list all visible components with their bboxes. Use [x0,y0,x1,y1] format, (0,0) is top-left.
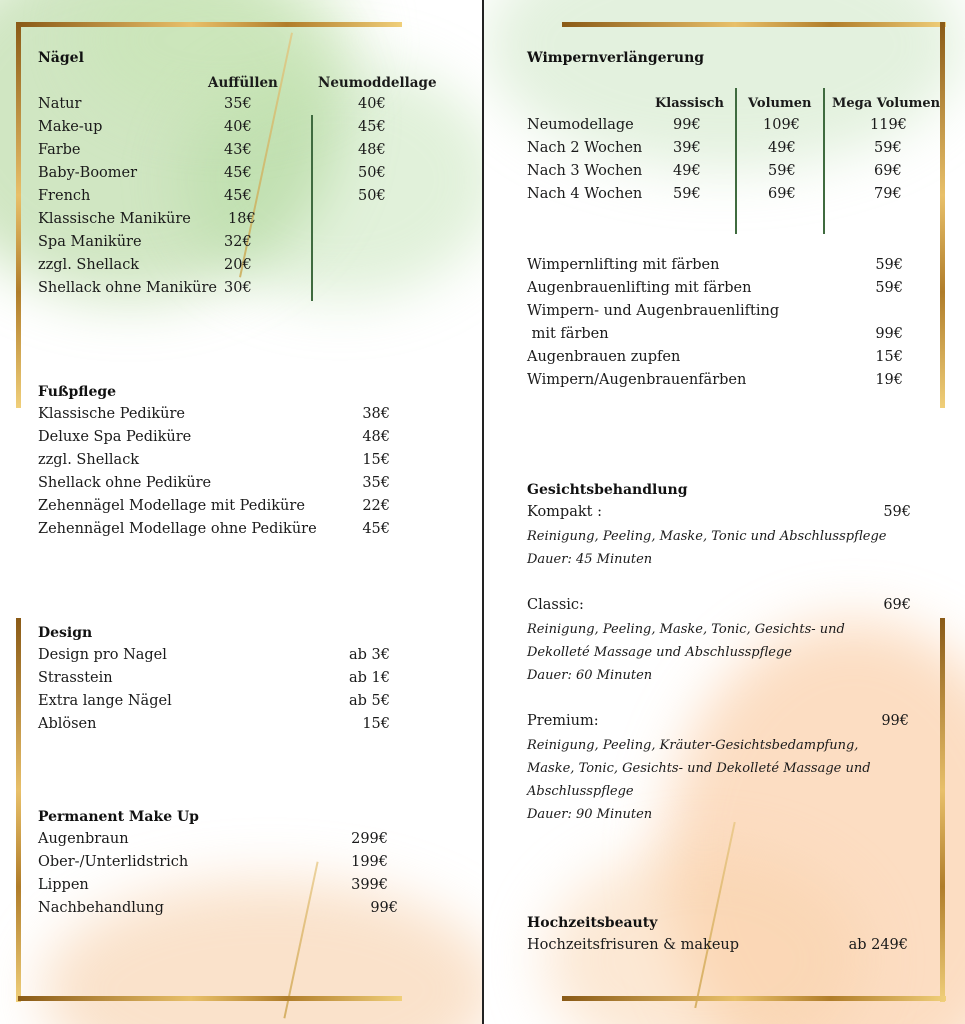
table-row [38,257,418,279]
price-auffuellen: 32€ [224,234,252,250]
treatment-price: 59€ [883,504,911,520]
treatment-description: Maske, Tonic, Gesichts- und Dekolleté Massage und [527,761,871,776]
list-item [38,854,398,876]
list-item [38,647,390,669]
price-neumodellage: 50€ [358,165,386,181]
item-price: ab 5€ [349,693,390,709]
item-name: Natur [38,96,82,112]
treatment-duration: Dauer: 60 Minuten [527,668,653,683]
treatment-header [527,713,911,735]
item-name: Farbe [38,142,81,158]
treatment-kompakt [527,504,911,584]
table-row [527,117,927,139]
price-mega-volumen: 69€ [874,163,902,179]
treatment-name: Classic: [527,597,584,613]
list-item [38,452,390,474]
section-title-hochzeit: Hochzeitsbeauty [527,915,658,931]
table-row [527,186,927,208]
col-header-auffuellen: Auffüllen [208,75,278,91]
list-item [527,326,903,348]
item-name: Nach 2 Wochen [527,140,643,156]
treatment-description: Reinigung, Peeling, Kräuter-Gesichtsbedampfung, [527,738,859,753]
item-name: zzgl. Shellack [38,452,140,468]
price-mega-volumen: 59€ [874,140,902,156]
list-item [527,303,903,325]
price-auffuellen: 45€ [224,188,252,204]
item-name: Nachbehandlung [38,900,164,916]
gold-frame-right-upper [940,22,945,408]
table-row [38,96,418,118]
item-name: zzgl. Shellack [38,257,140,273]
list-item [38,716,390,738]
item-name: Shellack ohne Pediküre [38,475,212,491]
item-price: 15€ [362,452,390,468]
item-name: Deluxe Spa Pediküre [38,429,192,445]
list-item [38,429,390,451]
list-item [38,900,398,922]
item-name: Ober-/Unterlidstrich [38,854,189,870]
list-item [38,877,398,899]
item-name: Neumodellage [527,117,634,133]
list-item [38,693,390,715]
price-neumodellage: 48€ [358,142,386,158]
item-name: Nach 3 Wochen [527,163,643,179]
item-price: ab 1€ [349,670,390,686]
item-name: Ablösen [38,716,97,732]
item-name: Hochzeitsfrisuren & makeup [527,937,740,953]
item-price: 35€ [362,475,390,491]
item-name: Augenbrauen zupfen [527,349,681,365]
price-auffuellen: 43€ [224,142,252,158]
list-item [38,831,398,853]
col-header-neumodellage: Neumoddellage [318,75,437,91]
right-page [484,0,965,1024]
item-price: 59€ [875,280,903,296]
item-price: 199€ [351,854,388,870]
item-price: 299€ [351,831,388,847]
table-row [38,211,418,233]
treatment-price: 69€ [883,597,911,613]
price-auffuellen: 18€ [228,211,256,227]
item-price: 15€ [362,716,390,732]
item-name: Lippen [38,877,89,893]
table-row [527,140,927,162]
item-name: Make-up [38,119,103,135]
section-title-design: Design [38,625,93,641]
table-row [38,234,418,256]
item-name: Spa Maniküre [38,234,142,250]
price-auffuellen: 30€ [224,280,252,296]
treatment-header [527,504,911,526]
list-item [38,521,390,543]
gold-frame-bottom [18,996,402,1001]
item-price: 19€ [875,372,903,388]
item-name: French [38,188,91,204]
item-price: ab 3€ [349,647,390,663]
gold-frame-right-lower [940,618,945,1002]
table-row [38,188,418,210]
item-name: Nach 4 Wochen [527,186,643,202]
section-title-fusspflege: Fußpflege [38,384,117,400]
section-title-gesicht: Gesichtsbehandlung [527,482,688,498]
price-mega-volumen: 119€ [870,117,907,133]
treatment-description: Dekolleté Massage und Abschlusspflege [527,645,792,660]
item-name: Extra lange Nägel [38,693,172,709]
section-title-wimpern: Wimpernverlängerung [527,50,705,66]
treatment-duration: Dauer: 45 Minuten [527,552,653,567]
left-page [0,0,482,1024]
item-price: 59€ [875,257,903,273]
table-row [38,280,418,302]
list-item [527,349,903,371]
item-name: Baby-Boomer [38,165,138,181]
item-name: Augenbraun [38,831,129,847]
price-volumen: 49€ [768,140,796,156]
item-name: Wimpern/Augenbrauenfärben [527,372,747,388]
treatment-price: 99€ [881,713,909,729]
item-price: 99€ [370,900,398,916]
treatment-duration: Dauer: 90 Minuten [527,807,653,822]
item-price: 399€ [351,877,388,893]
price-auffuellen: 20€ [224,257,252,273]
item-name: Shellack ohne Maniküre [38,280,217,296]
treatment-name: Kompakt : [527,504,602,520]
treatment-description: Abschlusspflege [527,784,634,799]
item-name: Strasstein [38,670,113,686]
col-header-volumen: Volumen [748,96,812,111]
item-name: Design pro Nagel [38,647,167,663]
price-klassisch: 99€ [673,117,701,133]
item-name: Zehennägel Modellage mit Pediküre [38,498,305,514]
item-price: ab 249€ [848,937,908,953]
price-neumodellage: 45€ [358,119,386,135]
item-name: Wimpernlifting mit färben [527,257,720,273]
list-item [38,670,390,692]
table-row [38,119,418,141]
table-row [38,142,418,164]
section-title-naegel: Nägel [38,50,84,66]
list-item [527,257,903,279]
treatment-description: Reinigung, Peeling, Maske, Tonic und Abschlusspflege [527,529,887,544]
section-title-pmu: Permanent Make Up [38,809,199,825]
item-price: 99€ [875,326,903,342]
price-volumen: 59€ [768,163,796,179]
col-header-klassisch: Klassisch [655,96,724,111]
list-item [38,498,390,520]
price-volumen: 69€ [768,186,796,202]
list-item [38,406,390,428]
item-name: Zehennägel Modellage ohne Pediküre [38,521,317,537]
price-volumen: 109€ [763,117,800,133]
item-price: 38€ [362,406,390,422]
list-item [38,475,390,497]
price-neumodellage: 50€ [358,188,386,204]
item-name: Klassische Pediküre [38,406,185,422]
price-auffuellen: 35€ [224,96,252,112]
gold-frame-bottom [562,996,946,1001]
item-price: 15€ [875,349,903,365]
gold-frame-top [18,22,402,27]
list-item [527,372,903,394]
price-mega-volumen: 79€ [874,186,902,202]
item-price: 45€ [362,521,390,537]
list-item [527,937,908,959]
treatment-premium [527,713,911,833]
price-auffuellen: 45€ [224,165,252,181]
list-item [527,280,903,302]
price-klassisch: 49€ [673,163,701,179]
table-row [38,165,418,187]
treatment-description: Reinigung, Peeling, Maske, Tonic, Gesichts- und [527,622,845,637]
price-klassisch: 59€ [673,186,701,202]
gold-frame-left-upper [16,22,21,408]
item-name: Wimpern- und Augenbrauenlifting [527,303,780,319]
item-price: 48€ [362,429,390,445]
item-name: Klassische Maniküre [38,211,191,227]
treatment-header [527,597,911,619]
gold-frame-top [562,22,946,27]
price-neumodellage: 40€ [358,96,386,112]
item-price: 22€ [362,498,390,514]
price-klassisch: 39€ [673,140,701,156]
item-name: Augenbrauenlifting mit färben [527,280,752,296]
col-header-mega-volumen: Mega Volumen [832,96,941,111]
table-row [527,163,927,185]
treatment-name: Premium: [527,713,599,729]
item-name: mit färben [527,326,609,342]
gold-frame-left-lower [16,618,21,1002]
treatment-classic [527,597,911,697]
price-auffuellen: 40€ [224,119,252,135]
